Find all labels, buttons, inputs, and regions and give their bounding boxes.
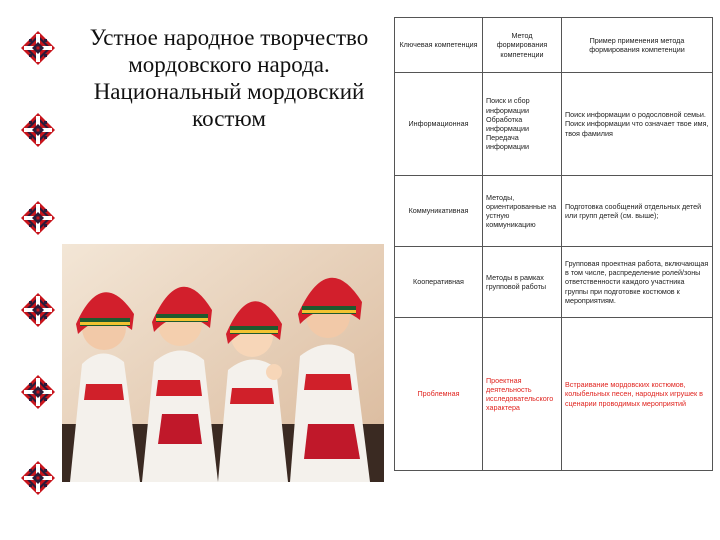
title-line: Национальный мордовский <box>93 79 365 104</box>
mordovian-ornament-icon <box>20 292 56 328</box>
table-header-row <box>395 18 713 73</box>
competence-table <box>394 17 712 471</box>
table-row-highlighted <box>395 318 713 471</box>
title-line: костюм <box>192 106 266 131</box>
competence-cell: Проблемная <box>395 318 483 471</box>
slide-title <box>70 24 388 132</box>
title-line: Устное народное творчество <box>89 25 369 50</box>
mordovian-ornament-icon <box>20 112 56 148</box>
costume-photo-illustration <box>62 244 384 482</box>
competence-cell: Кооперативная <box>395 247 483 318</box>
mordovian-ornament-icon <box>20 460 56 496</box>
title-line: мордовского народа. <box>128 52 330 77</box>
method-cell: Проектная деятельность исследовательского характера <box>483 318 562 471</box>
example-cell: Подготовка сообщений отдельных детей или групп детей (см. выше); <box>562 176 713 247</box>
column-header: Метод формирования компетенции <box>483 18 562 73</box>
example-cell: Групповая проектная работа, включающая в том числе, распределение ролей/зоны ответственности каждого участника группы при подготовке костюмов к мероприятиям. <box>562 247 713 318</box>
mordovian-ornament-icon <box>20 374 56 410</box>
example-cell: Поиск информации о родословной семьи. Поиск информации что означает твое имя, твоя фамилия <box>562 73 713 176</box>
table-row <box>395 73 713 176</box>
mordovian-ornament-icon <box>20 200 56 236</box>
table-row <box>395 247 713 318</box>
example-cell: Встраивание мордовских костюмов, колыбельных песен, народных игрушек в сценарии проводимых мероприятий <box>562 318 713 471</box>
mordovian-ornament-icon <box>20 30 56 66</box>
column-header: Пример применения метода формирования компетенции <box>562 18 713 73</box>
method-cell: Методы, ориентированные на устную коммуникацию <box>483 176 562 247</box>
method-cell: Методы в рамках групповой работы <box>483 247 562 318</box>
competence-cell: Информационная <box>395 73 483 176</box>
table-row <box>395 176 713 247</box>
children-costume-photo <box>62 244 384 482</box>
method-cell: Поиск и сбор информации Обработка информации Передача информации <box>483 73 562 176</box>
column-header: Ключевая компетенция <box>395 18 483 73</box>
competence-cell: Коммуникативная <box>395 176 483 247</box>
